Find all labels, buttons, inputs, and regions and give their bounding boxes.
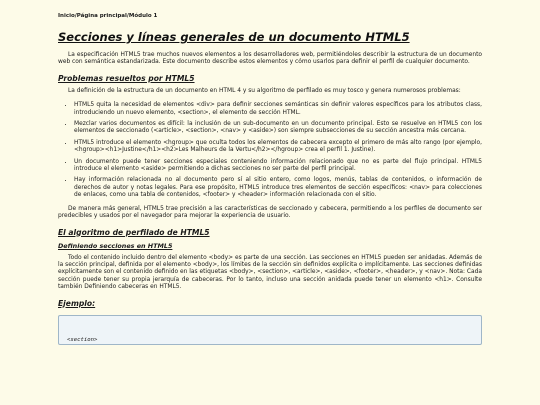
- list-item: • HTML5 quita la necesidad de elementos <div> para definir secciones semánticas sin definir valores específicos para los atributos class, introduciendo un nuevo elemento, <section>, el elemento de sección HTML.: [74, 102, 482, 117]
- list-item: • Mezclar varios documentos es difícil: la inclusión de un sub-documento en un documento principal. Esto se resuelve en HTML5 con los elementos de seccionado (<article>, <section>, <nav> y <aside>) son siempre subsecciones de su sección ancestra más cercana.: [74, 121, 482, 136]
- example-heading: Ejemplo:: [58, 298, 96, 308]
- defining-sections-heading: Definiendo secciones en HTML5: [58, 241, 173, 250]
- code-line: <section>: [67, 336, 98, 343]
- intro-paragraph: La especificación HTML5 trae muchos nuevos elementos a los desarrolladores web, permitiéndoles describir la estructura de un documento web con semántica estandarizada. Este documento describe estos elementos y cómo usarlos para definir el perfil de cualquier documento.: [58, 52, 482, 66]
- list-item: • HTML5 introduce el elemento <hgroup> que oculta todos los elementos de cabecera excepto el primero de más alto rango (por ejemplo, <hgroup><h1>Justine</h1><h2>Les Malheurs de la Vertu</h2></hgroup> crea el perfil 1. Justine).: [74, 140, 482, 155]
- page-title: Secciones y líneas generales de un documento HTML5: [58, 30, 410, 44]
- code-example-box: [58, 315, 482, 345]
- problems-heading: Problemas resueltos por HTML5: [58, 73, 195, 83]
- list-item: • Un documento puede tener secciones especiales conteniendo información relacionado que no es parte del flujo principal. HTML5 introduce el elemento <aside> permitiendo a dichas secciones no ser parte del perfil principal.: [74, 159, 482, 174]
- algorithm-heading: El algoritmo de perfilado de HTML5: [58, 227, 210, 237]
- list-item: • Hay información relacionada no al documento pero sí al sitio entero, como logos, menús, tablas de contenidos, o información de derechos de autor y notas legales. Para ese propósito, HTML5 introduce tres elementos de sección específicos: <nav> para colecciones de enlaces, como una tabla de contenidos, <footer> y <header> información relacionada con el sitio.: [74, 177, 482, 199]
- breadcrumb[interactable]: Inicio/Página principal/Módulo 1: [58, 13, 158, 19]
- problems-intro: La definición de la estructura de un documento en HTML 4 y su algoritmo de perfilado es muy tosco y genera numerosos problemas:: [68, 87, 461, 94]
- problems-list: [58, 102, 482, 199]
- defining-sections-paragraph: Todo el contenido incluido dentro del elemento <body> es parte de una sección. Las secciones en HTML5 pueden ser anidadas. Además de la sección principal, definida por el elemento <body>, los límites de la sección sin definidos explícita o implícitamente. Las secciones definidas explícitamente son el contenido definido en las etiquetas <body>, <section>, <article>, <aside>, <footer>, <header>, y <nav>. Nota: Cada sección puede tener su propia jerarquía de cabeceras. Por lo tanto, incluso una sección anidada puede tener un elemento <h1>. Consulte también Definiendo cabeceras en HTML5.: [58, 254, 482, 291]
- problems-conclusion: De manera más general, HTML5 trae precisión a las características de seccionado y cabecera, permitiendo a los perfiles de documento ser predecibles y usados por el navegador para mejorar la experiencia de usuario.: [58, 205, 482, 220]
